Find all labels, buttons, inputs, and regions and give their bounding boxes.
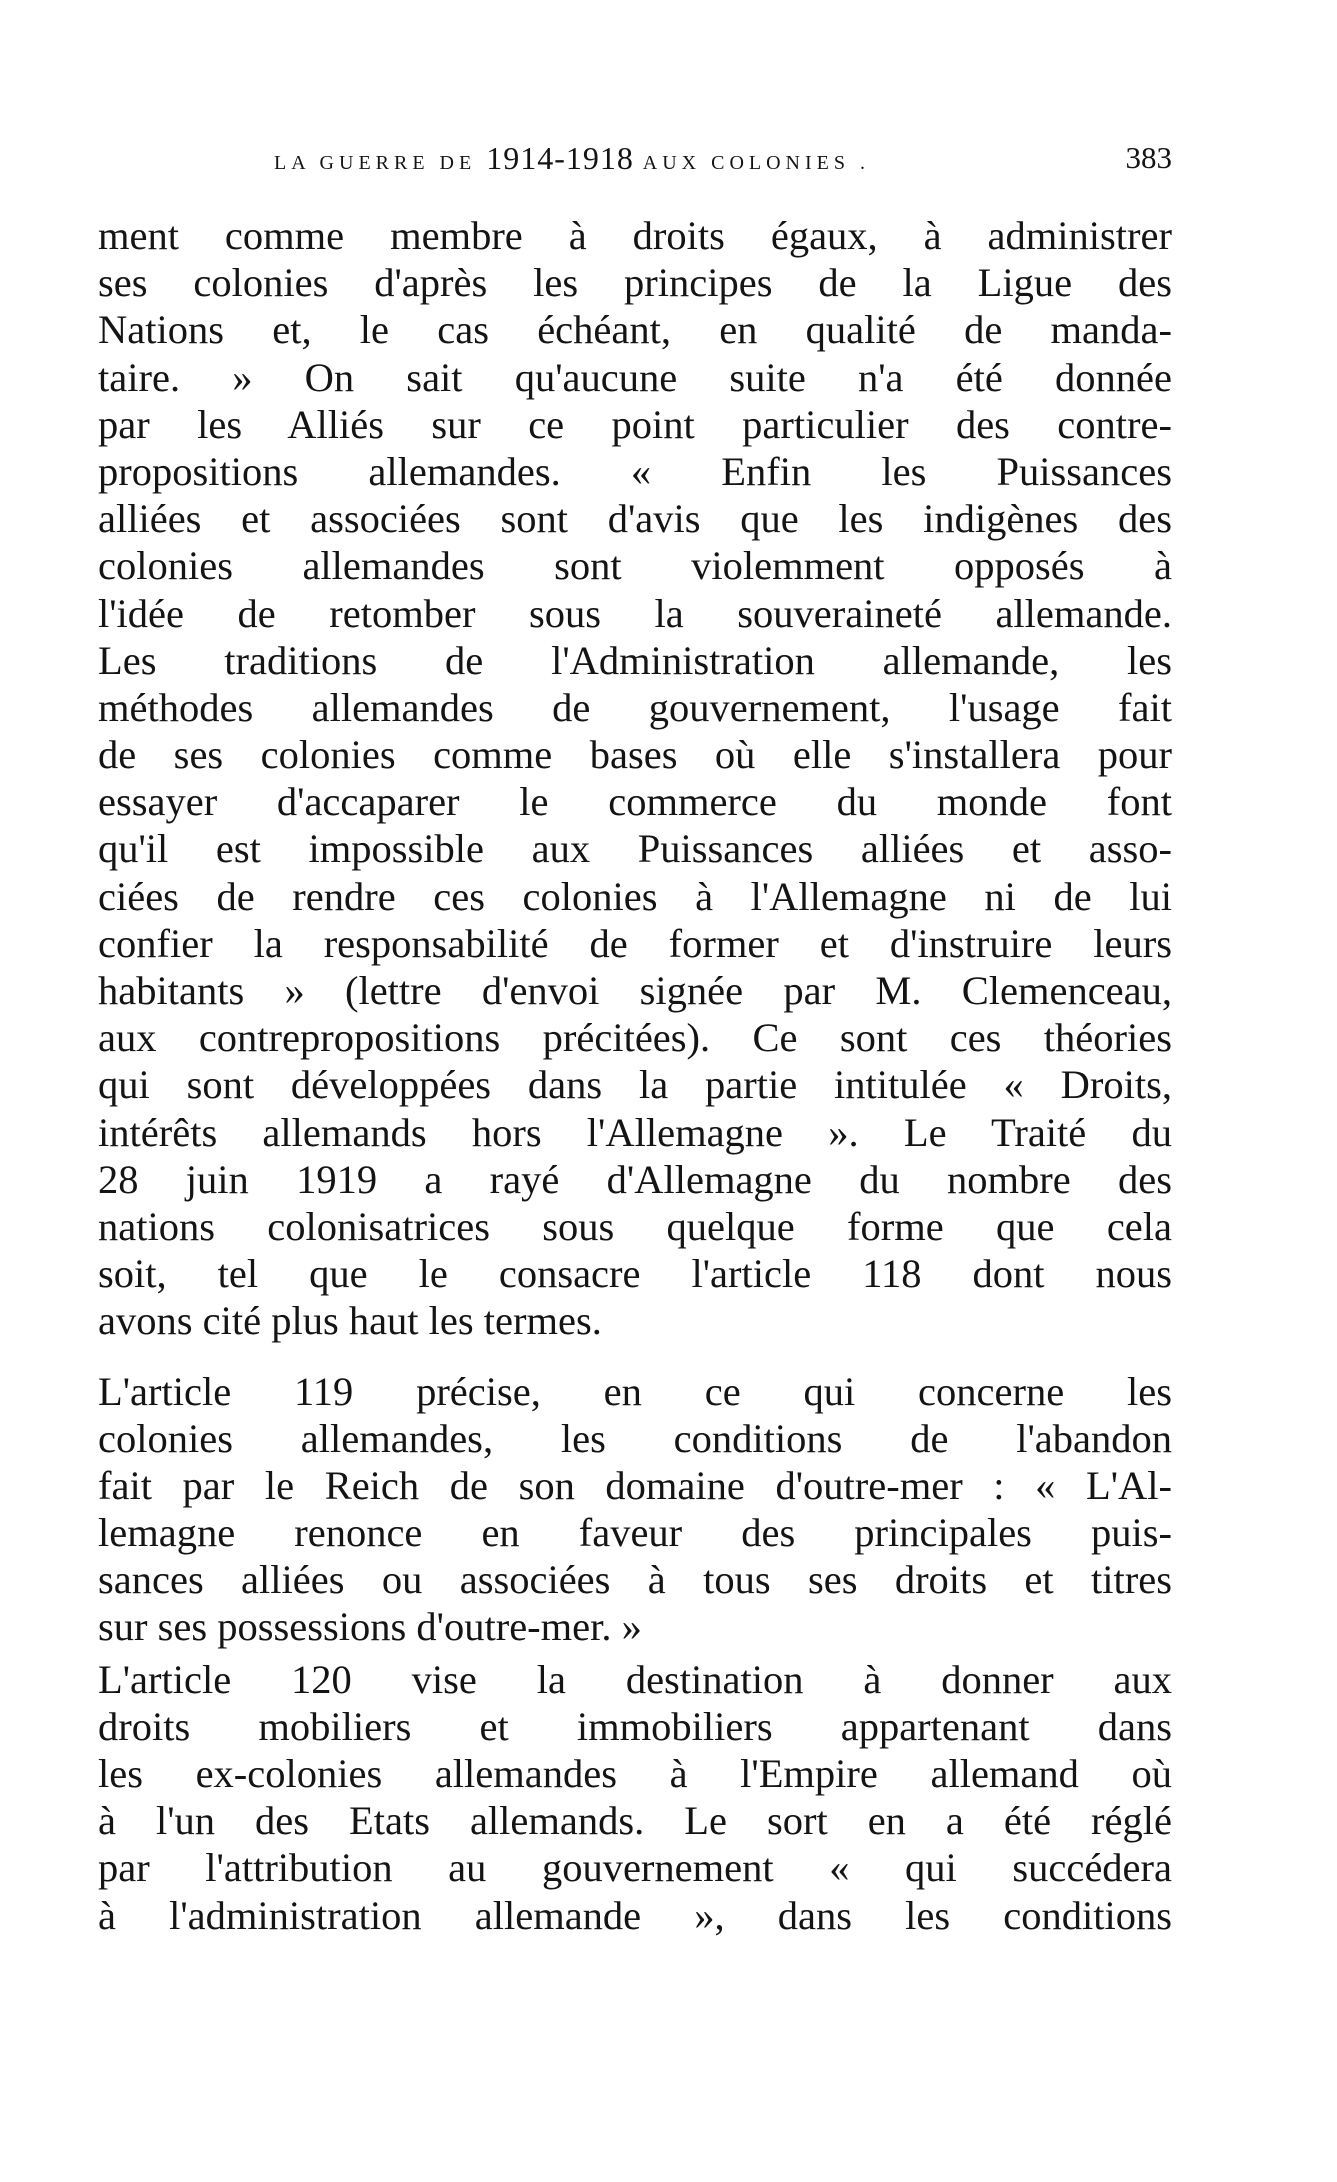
text-line: qui sont développées dans la partie intitulée « Droits,: [98, 1062, 1172, 1108]
text-line: droits mobiliers et immobiliers appartenant dans: [98, 1703, 1172, 1749]
text-line: par les Alliés sur ce point particulier des contre-: [98, 401, 1172, 447]
body-text: [98, 212, 1172, 1939]
text-line: à l'administration allemande », dans les conditions: [98, 1892, 1172, 1938]
running-title-years: 1914-1918: [486, 140, 634, 176]
text-line: colonies allemandes sont violemment opposés à: [98, 543, 1172, 589]
text-line: L'article 120 vise la destination à donner aux: [98, 1656, 1172, 1702]
paragraph-2: [98, 1368, 1172, 1651]
text-line: sur ses possessions d'outre-mer. »: [98, 1604, 642, 1650]
text-line: méthodes allemandes de gouvernement, l'usage fait: [98, 684, 1172, 730]
text-line: sances alliées ou associées à tous ses droits et titres: [98, 1557, 1172, 1603]
text-line: ment comme membre à droits égaux, à administrer: [98, 213, 1172, 258]
text-line: avons cité plus haut les termes.: [98, 1298, 602, 1344]
text-line: l'idée de retomber sous la souveraineté allemande.: [98, 590, 1172, 636]
text-line: fait par le Reich de son domaine d'outre-mer : « L'Al-: [98, 1462, 1172, 1508]
text-line: aux contrepropositions précitées). Ce sont ces théories: [98, 1015, 1172, 1061]
text-line: nations colonisatrices sous quelque forme que cela: [98, 1203, 1172, 1249]
text-line: alliées et associées sont d'avis que les indigènes des: [98, 496, 1172, 542]
text-line: ses colonies d'après les principes de la Ligue des: [98, 260, 1172, 306]
text-line: qu'il est impossible aux Puissances alliées et asso-: [98, 826, 1172, 872]
text-line: essayer d'accaparer le commerce du monde font: [98, 779, 1172, 825]
text-line: Nations et, le cas échéant, en qualité de manda-: [98, 307, 1172, 353]
text-line: les ex-colonies allemandes à l'Empire allemand où: [98, 1751, 1172, 1796]
running-title-start: LA GUERRE DE: [274, 152, 487, 174]
text-line: propositions allemandes. « Enfin les Puissances: [98, 448, 1172, 494]
running-title: [274, 140, 870, 177]
text-line: à l'un des Etats allemands. Le sort en a été réglé: [98, 1798, 1172, 1844]
text-line: colonies allemandes, les conditions de l'abandon: [98, 1415, 1172, 1461]
running-head: [98, 138, 1172, 182]
text-line: habitants » (lettre d'envoi signée par M. Clemenceau,: [98, 968, 1172, 1013]
text-line: confier la responsabilité de former et d'instruire leurs: [98, 920, 1172, 966]
text-line: 28 juin 1919 a rayé d'Allemagne du nombre des: [98, 1156, 1172, 1202]
text-line: soit, tel que le consacre l'article 118 dont nous: [98, 1251, 1172, 1297]
paragraph-3: [98, 1656, 1172, 1939]
text-line: Les traditions de l'Administration allemande, les: [98, 637, 1172, 683]
text-line: intérêts allemands hors l'Allemagne ». Le Traité du: [98, 1109, 1172, 1155]
text-line: ciées de rendre ces colonies à l'Allemagne ni de lui: [98, 873, 1172, 919]
running-title-end: AUX COLONIES .: [633, 152, 870, 174]
page-number: 383: [1125, 140, 1172, 175]
text-line: taire. » On sait qu'aucune suite n'a été donnée: [98, 354, 1172, 400]
text-line: lemagne renonce en faveur des principales puis-: [98, 1510, 1172, 1556]
text-line: par l'attribution au gouvernement « qui succédera: [98, 1845, 1172, 1891]
paragraph-1: [98, 212, 1172, 1345]
text-line: de ses colonies comme bases où elle s'installera pour: [98, 732, 1172, 778]
text-line: L'article 119 précise, en ce qui concerne les: [98, 1368, 1172, 1414]
